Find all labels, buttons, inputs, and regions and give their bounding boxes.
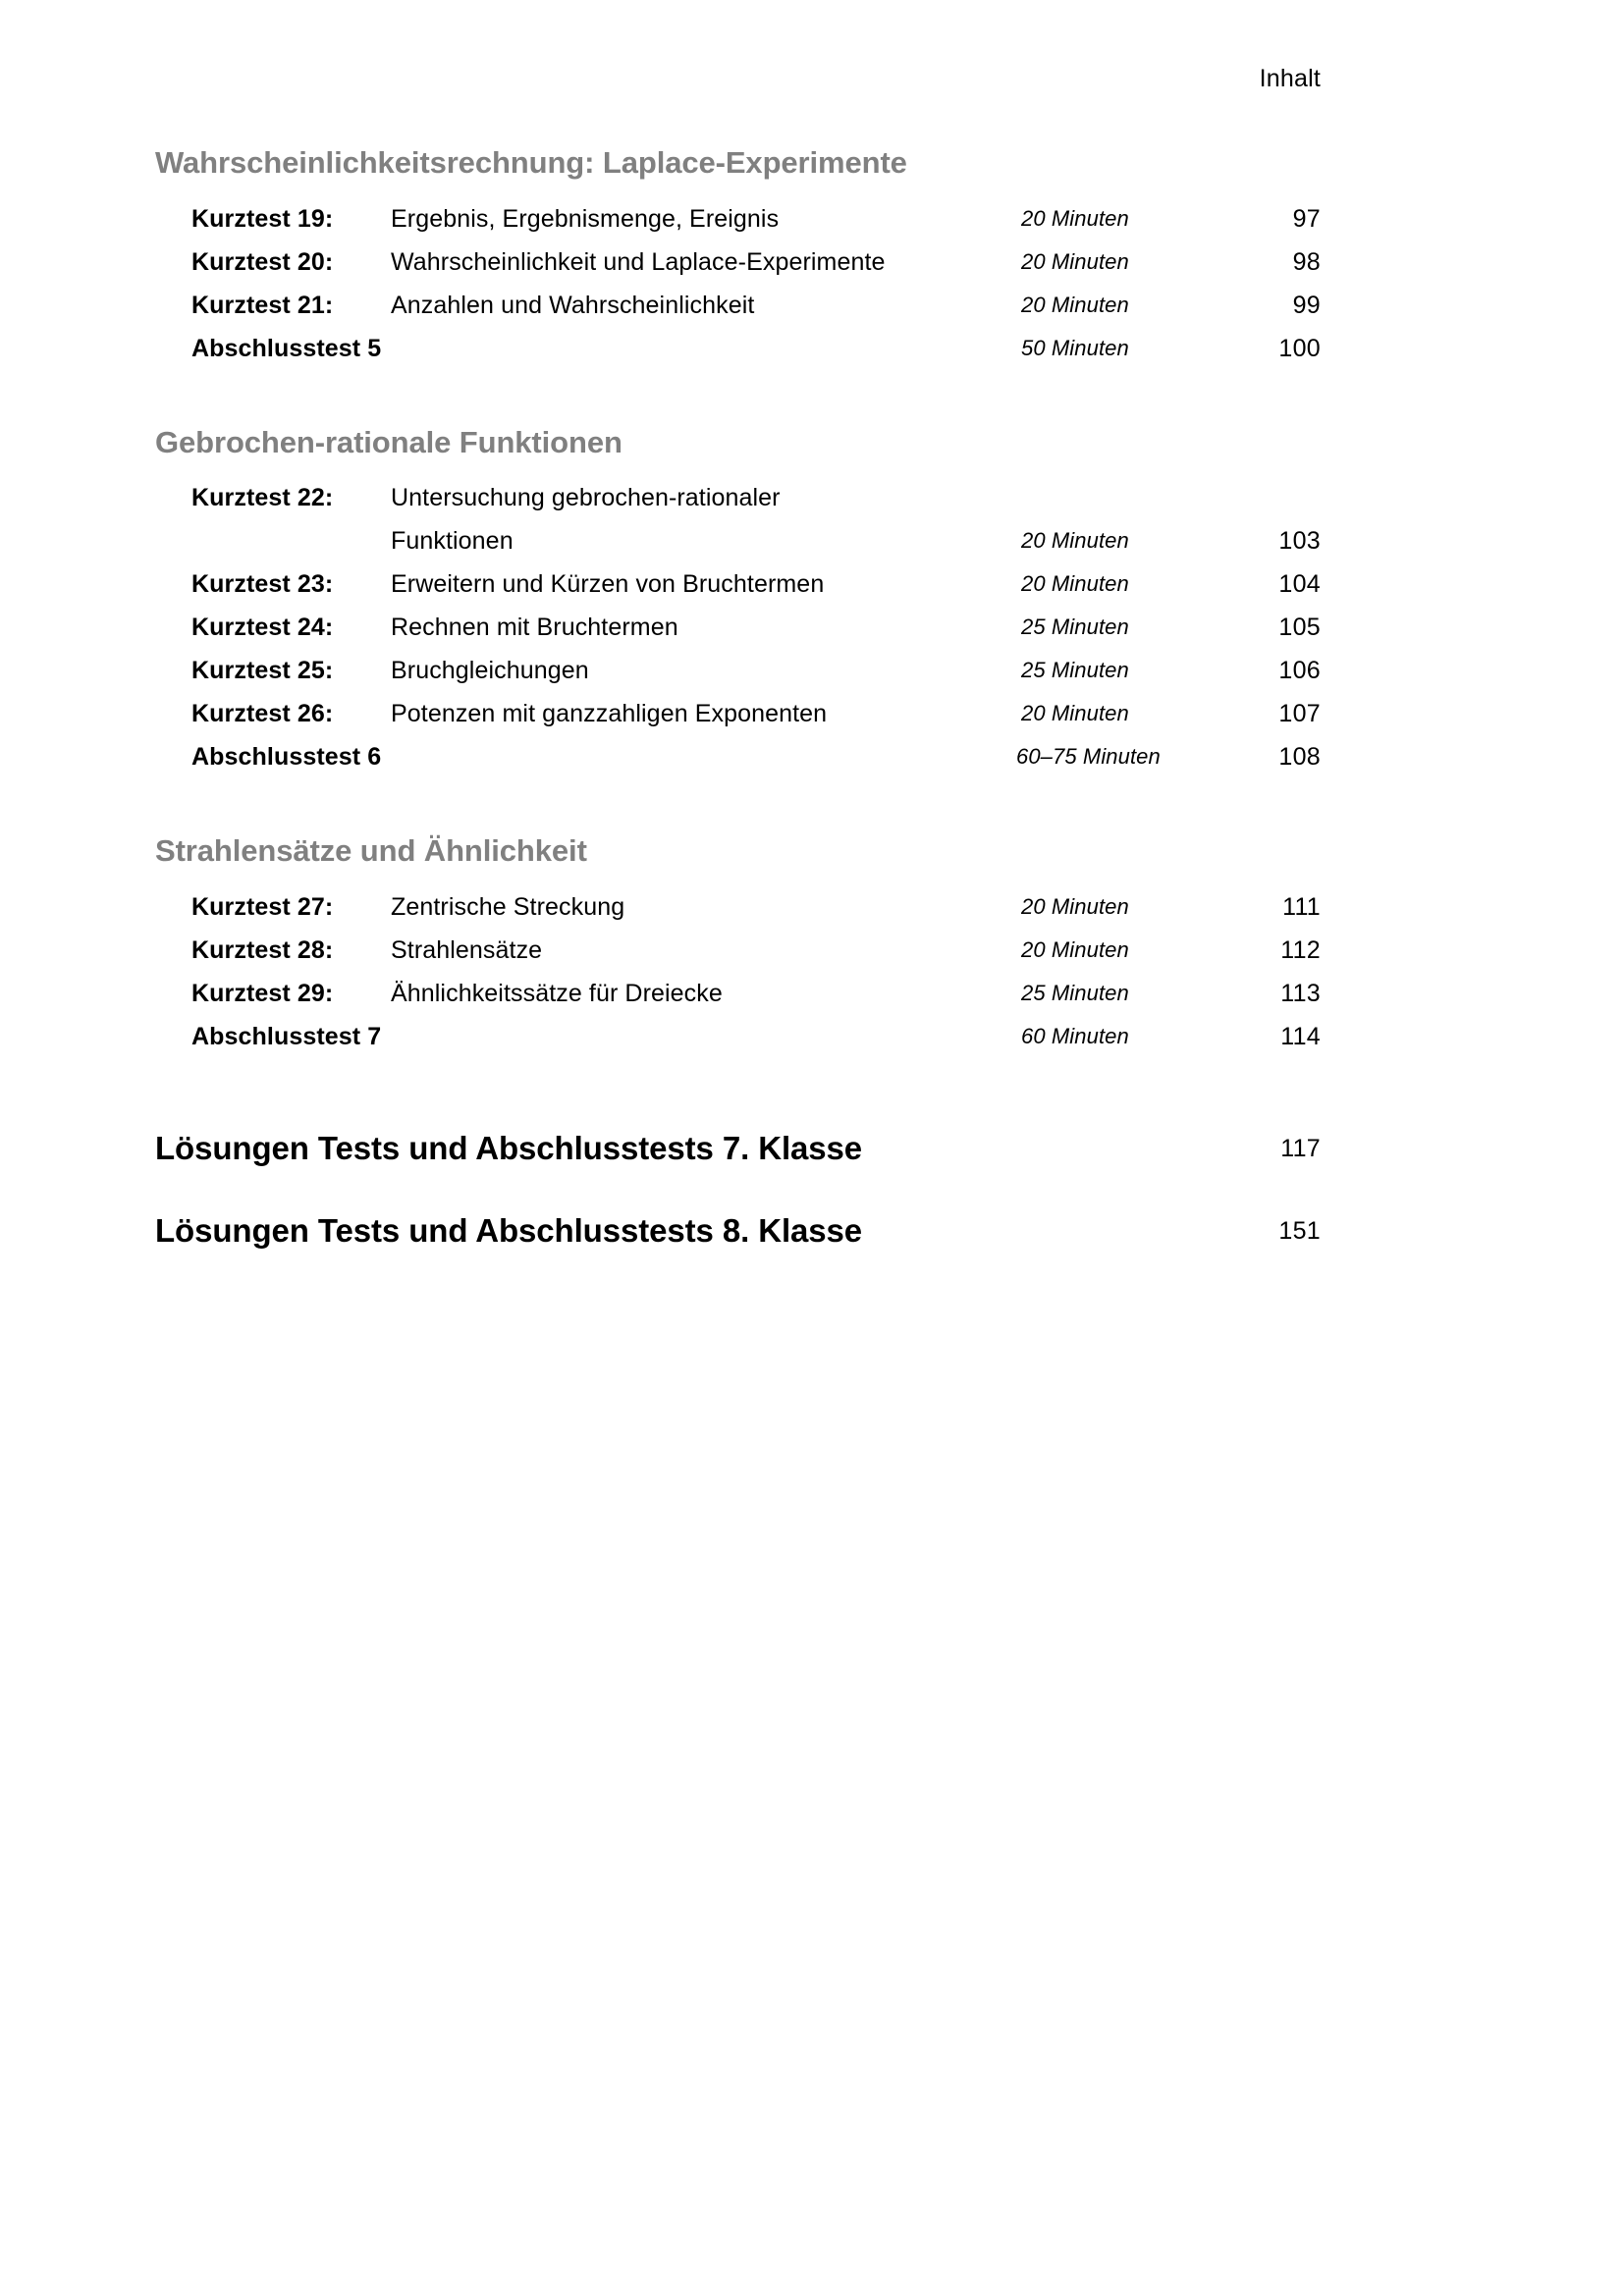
toc-entry-continuation[interactable] xyxy=(155,519,1324,562)
toc-major-entry[interactable] xyxy=(155,1203,1324,1258)
toc-entry[interactable] xyxy=(155,885,1324,929)
toc-entry[interactable] xyxy=(155,197,1324,240)
toc-entry[interactable] xyxy=(155,327,1324,370)
entry-duration: 60 Minuten xyxy=(1021,1023,1129,1048)
toc-entry[interactable] xyxy=(155,476,1324,519)
entry-page: 107 xyxy=(1278,700,1321,728)
toc-entry[interactable] xyxy=(155,240,1324,284)
entry-title: Potenzen mit ganzzahligen Exponenten xyxy=(391,700,828,728)
entry-page: 100 xyxy=(1278,334,1321,362)
entry-title: Ähnlichkeitssätze für Dreiecke xyxy=(391,979,723,1007)
entry-page: 98 xyxy=(1292,247,1321,276)
entry-label: Abschlusstest 7 xyxy=(191,1022,382,1050)
major-entry-title: Lösungen Tests und Abschlusstests 8. Klasse xyxy=(155,1211,863,1249)
entry-page: 112 xyxy=(1280,935,1321,964)
section-heading: Gebrochen-rationale Funktionen xyxy=(155,424,623,459)
toc-entry[interactable] xyxy=(155,649,1324,692)
toc-section xyxy=(155,425,1324,779)
entry-label: Kurztest 28: xyxy=(191,935,334,964)
entry-title: Anzahlen und Wahrscheinlichkeit xyxy=(391,291,755,319)
entry-page: 113 xyxy=(1280,979,1321,1007)
toc-entry[interactable] xyxy=(155,692,1324,735)
entry-page: 114 xyxy=(1280,1022,1321,1050)
entry-duration: 25 Minuten xyxy=(1021,980,1129,1005)
toc-major-entry[interactable] xyxy=(155,1121,1324,1176)
entry-title: Rechnen mit Bruchtermen xyxy=(391,614,678,642)
entry-title: Funktionen xyxy=(391,527,514,556)
toc-section xyxy=(155,145,1324,370)
entry-duration: 20 Minuten xyxy=(1021,528,1129,554)
entry-label: Kurztest 25: xyxy=(191,657,334,685)
entry-label: Kurztest 19: xyxy=(191,204,334,233)
entry-label: Kurztest 23: xyxy=(191,570,334,599)
toc-entry[interactable] xyxy=(155,929,1324,972)
entry-duration: 20 Minuten xyxy=(1021,936,1129,962)
entry-duration: 25 Minuten xyxy=(1021,658,1129,683)
entry-title: Zentrische Streckung xyxy=(391,892,625,921)
entry-page: 106 xyxy=(1278,657,1321,685)
running-head: Inhalt xyxy=(1259,65,1321,92)
entry-title: Erweitern und Kürzen von Bruchtermen xyxy=(391,570,825,599)
entry-label: Kurztest 21: xyxy=(191,291,334,319)
entry-label: Kurztest 27: xyxy=(191,892,334,921)
entry-label: Kurztest 29: xyxy=(191,979,334,1007)
entry-duration: 20 Minuten xyxy=(1021,205,1129,231)
entry-page: 105 xyxy=(1278,614,1321,642)
entry-label: Abschlusstest 5 xyxy=(191,334,382,362)
entry-page: 99 xyxy=(1292,291,1321,319)
toc-entry[interactable] xyxy=(155,284,1324,327)
entry-duration: 20 Minuten xyxy=(1021,893,1129,919)
entry-duration: 20 Minuten xyxy=(1021,248,1129,274)
entry-title: Untersuchung gebrochen-rationaler xyxy=(391,484,781,512)
entry-title: Strahlensätze xyxy=(391,935,543,964)
entry-duration: 20 Minuten xyxy=(1021,701,1129,726)
entry-label: Kurztest 20: xyxy=(191,247,334,276)
entry-duration: 60–75 Minuten xyxy=(1016,744,1161,770)
entry-duration: 20 Minuten xyxy=(1021,292,1129,317)
entry-label: Abschlusstest 6 xyxy=(191,743,382,772)
entry-page: 97 xyxy=(1292,204,1321,233)
entry-duration: 50 Minuten xyxy=(1021,335,1129,360)
major-entry-title: Lösungen Tests und Abschlusstests 7. Klasse xyxy=(155,1129,863,1166)
entry-duration: 20 Minuten xyxy=(1021,571,1129,597)
toc-entry[interactable] xyxy=(155,972,1324,1015)
toc-entry[interactable] xyxy=(155,562,1324,606)
section-heading: Wahrscheinlichkeitsrechnung: Laplace-Experimente xyxy=(155,145,907,180)
entry-title: Ergebnis, Ergebnismenge, Ereignis xyxy=(391,204,780,233)
toc-entry[interactable] xyxy=(155,606,1324,649)
major-entry-page: 117 xyxy=(1280,1134,1321,1162)
entry-page: 104 xyxy=(1278,570,1321,599)
entry-duration: 25 Minuten xyxy=(1021,614,1129,640)
entry-page: 111 xyxy=(1282,892,1321,921)
toc-entry[interactable] xyxy=(155,1015,1324,1058)
table-of-contents xyxy=(155,145,1324,1258)
entry-label: Kurztest 26: xyxy=(191,700,334,728)
toc-entry[interactable] xyxy=(155,735,1324,778)
major-entry-page: 151 xyxy=(1278,1216,1321,1245)
toc-section xyxy=(155,833,1324,1058)
entry-page: 108 xyxy=(1278,743,1321,772)
entry-title: Wahrscheinlichkeit und Laplace-Experimente xyxy=(391,247,886,276)
entry-title: Bruchgleichungen xyxy=(391,657,589,685)
entry-page: 103 xyxy=(1278,527,1321,556)
entry-label: Kurztest 22: xyxy=(191,484,334,512)
entry-label: Kurztest 24: xyxy=(191,614,334,642)
section-heading: Strahlensätze und Ähnlichkeit xyxy=(155,833,587,869)
